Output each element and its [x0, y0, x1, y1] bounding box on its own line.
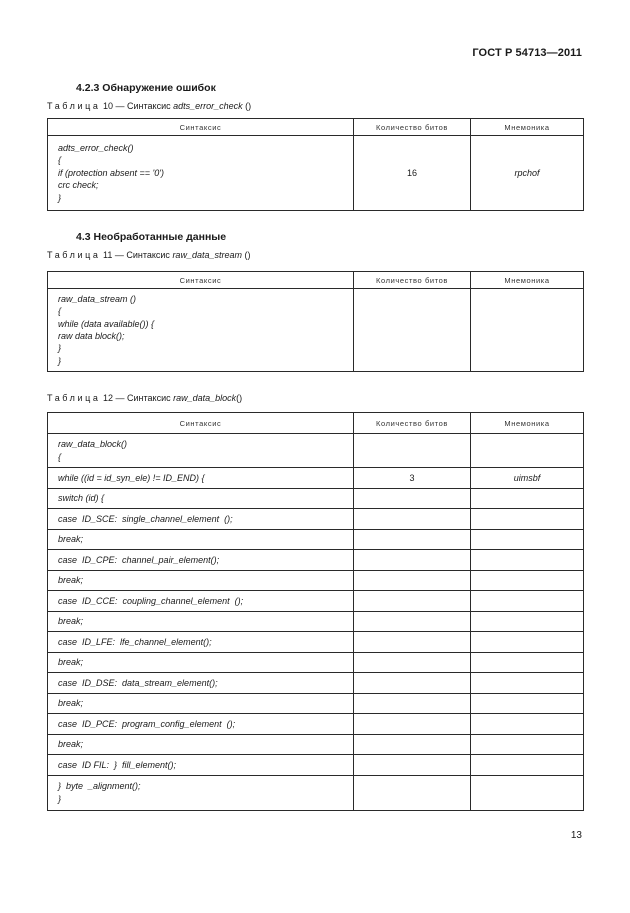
- syntax-line: }: [58, 343, 62, 354]
- header-syntax: Синтаксис: [48, 119, 354, 136]
- bits-cell: 16: [354, 136, 471, 211]
- table-row: [48, 693, 584, 714]
- mnemonic-cell: [471, 289, 584, 372]
- mnemonic-cell: [471, 434, 584, 468]
- header-bits: Количество битов: [354, 119, 471, 136]
- bits-cell: [354, 434, 471, 468]
- syntax-line: {: [58, 155, 62, 166]
- caption-text: 10 — Синтаксис: [100, 101, 174, 111]
- bits-cell: [354, 734, 471, 755]
- bits-cell: [354, 652, 471, 673]
- caption-word: Таблица: [47, 101, 101, 111]
- bits-cell: [354, 611, 471, 632]
- bits-cell: [354, 755, 471, 776]
- syntax-line: raw_data_stream (): [58, 293, 137, 304]
- table12-caption: [47, 393, 242, 403]
- table-row: [48, 468, 584, 489]
- syntax-line: } byte _alignment();: [58, 781, 141, 792]
- syntax-line: }: [58, 793, 62, 804]
- syntax-cell: case ID_PCE: program_config_element ();: [48, 714, 354, 735]
- syntax-line: while (data available()) {: [58, 318, 155, 329]
- syntax-cell: [48, 434, 354, 468]
- syntax-cell: case ID_SCE: single_channel_element ();: [48, 509, 354, 530]
- mnemonic-cell: [471, 652, 584, 673]
- caption-tail: (): [241, 250, 251, 260]
- header-mnemonic: Мнемоника: [471, 272, 584, 289]
- bits-cell: [354, 693, 471, 714]
- caption-text: 12 — Синтаксис: [100, 393, 174, 403]
- table-row: [48, 673, 584, 694]
- mnemonic-cell: uimsbf: [471, 468, 584, 489]
- bits-cell: [354, 673, 471, 694]
- table-row: [48, 611, 584, 632]
- mnemonic-cell: [471, 693, 584, 714]
- caption-word: Таблица: [47, 250, 101, 260]
- syntax-line: raw_data_block(): [58, 439, 128, 450]
- syntax-cell: [48, 775, 354, 810]
- syntax-cell: switch (id) {: [48, 488, 354, 509]
- syntax-cell: break;: [48, 734, 354, 755]
- page-number: 13: [570, 830, 582, 841]
- syntax-line: adts_error_check(): [58, 142, 134, 153]
- table-10: [47, 118, 584, 211]
- syntax-cell: while ((id = id_syn_ele) != ID_END) {: [48, 468, 354, 489]
- syntax-cell: [48, 289, 354, 372]
- table-row: [48, 550, 584, 571]
- caption-word: Таблица: [47, 393, 101, 403]
- table10-caption: [47, 101, 251, 111]
- table-row: [48, 632, 584, 653]
- syntax-cell: case ID_DSE: data_stream_element();: [48, 673, 354, 694]
- bits-cell: [354, 529, 471, 550]
- table-row: [48, 509, 584, 530]
- table-row: [48, 714, 584, 735]
- syntax-line: }: [58, 192, 62, 203]
- mnemonic-cell: [471, 714, 584, 735]
- bits-cell: [354, 775, 471, 810]
- bits-cell: 3: [354, 468, 471, 489]
- syntax-cell: [48, 136, 354, 211]
- mnemonic-cell: [471, 529, 584, 550]
- mnemonic-cell: [471, 570, 584, 591]
- caption-func: raw_data_block: [173, 393, 237, 403]
- table-row: [48, 591, 584, 612]
- caption-func: raw_data_stream: [172, 250, 242, 260]
- mnemonic-cell: [471, 509, 584, 530]
- table-12: [47, 412, 584, 811]
- mnemonic-cell: [471, 591, 584, 612]
- mnemonic-cell: [471, 611, 584, 632]
- caption-tail: (): [242, 101, 252, 111]
- section-title-error-detection: 4.2.3 Обнаружение ошибок: [76, 82, 216, 94]
- syntax-line: if (protection absent == '0'): [58, 167, 164, 178]
- caption-text: 11 — Синтаксис: [100, 250, 173, 260]
- bits-cell: [354, 550, 471, 571]
- table-row: [48, 755, 584, 776]
- syntax-cell: break;: [48, 611, 354, 632]
- mnemonic-cell: rpchof: [471, 136, 584, 211]
- bits-cell: [354, 714, 471, 735]
- bits-cell: [354, 488, 471, 509]
- caption-func: adts_error_check: [173, 101, 243, 111]
- syntax-cell: break;: [48, 693, 354, 714]
- syntax-line: raw data block();: [58, 331, 125, 341]
- bits-cell: [354, 632, 471, 653]
- syntax-line: }: [58, 355, 62, 366]
- syntax-line: {: [58, 306, 62, 317]
- mnemonic-cell: [471, 632, 584, 653]
- header-mnemonic: Мнемоника: [471, 119, 584, 136]
- standard-number: ГОСТ Р 54713—2011: [472, 47, 582, 59]
- mnemonic-cell: [471, 775, 584, 810]
- mnemonic-cell: [471, 755, 584, 776]
- table-row: [48, 570, 584, 591]
- mnemonic-cell: [471, 550, 584, 571]
- mnemonic-cell: [471, 673, 584, 694]
- syntax-cell: case ID_LFE: lfe_channel_element();: [48, 632, 354, 653]
- mnemonic-cell: [471, 734, 584, 755]
- table-row: [48, 488, 584, 509]
- header-syntax: Синтаксис: [48, 413, 354, 434]
- syntax-line: {: [58, 451, 62, 462]
- syntax-cell: break;: [48, 570, 354, 591]
- syntax-cell: break;: [48, 652, 354, 673]
- caption-tail: (): [236, 393, 243, 403]
- table-row: [48, 652, 584, 673]
- table-11: [47, 271, 584, 372]
- header-syntax: Синтаксис: [48, 272, 354, 289]
- bits-cell: [354, 289, 471, 372]
- header-mnemonic: Мнемоника: [471, 413, 584, 434]
- syntax-cell: break;: [48, 529, 354, 550]
- syntax-line: crc check;: [58, 180, 99, 191]
- section-title-raw-data: 4.3 Необработанные данные: [76, 231, 227, 243]
- bits-cell: [354, 591, 471, 612]
- syntax-cell: case ID_CPE: channel_pair_element();: [48, 550, 354, 571]
- bits-cell: [354, 509, 471, 530]
- mnemonic-cell: [471, 488, 584, 509]
- table-row: [48, 529, 584, 550]
- header-bits: Количество битов: [354, 272, 471, 289]
- header-bits: Количество битов: [354, 413, 471, 434]
- syntax-cell: case ID_CCE: coupling_channel_element ();: [48, 591, 354, 612]
- table-row: [48, 734, 584, 755]
- syntax-cell: case ID FIL: } fill_element();: [48, 755, 354, 776]
- bits-cell: [354, 570, 471, 591]
- table11-caption: [47, 250, 250, 260]
